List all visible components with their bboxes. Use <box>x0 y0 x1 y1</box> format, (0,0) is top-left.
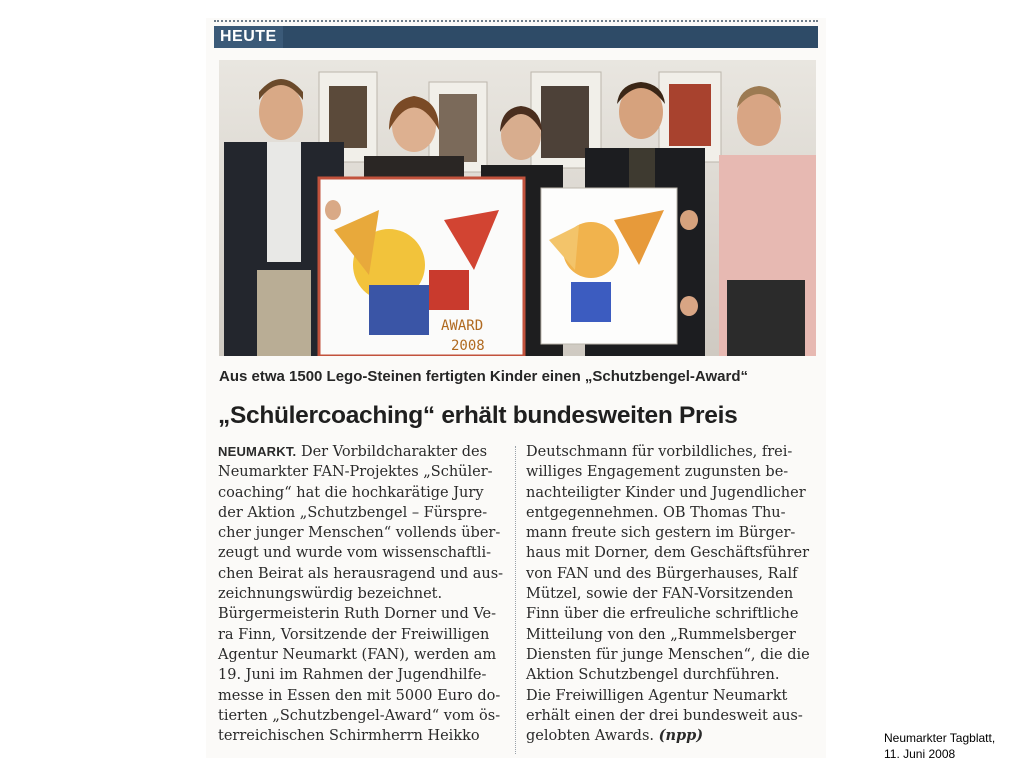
article-line: Deutschmann für vorbildliches, frei- <box>526 444 793 460</box>
top-dotted-rule <box>214 20 818 22</box>
source-publication: Neumarkter Tagblatt, <box>884 731 996 745</box>
article-line <box>526 726 816 746</box>
article-line: Bürgermeisterin Ruth Dorner und Ve- <box>218 606 497 623</box>
article-line: tierten „Schutzbengel-Award“ vom ös- <box>218 707 501 724</box>
article-line: zeichnungswürdig bezeichnet. <box>218 586 443 603</box>
newspaper-clipping <box>206 18 826 758</box>
article-line <box>218 442 508 462</box>
poster-year-text: 2008 <box>451 338 485 354</box>
article-headline: „Schülercoaching“ erhält bundesweiten Preis <box>218 402 738 429</box>
article-line: williges Engagement zugunsten be- <box>526 464 789 481</box>
article-line: cher junger Menschen“ vollends über- <box>218 525 501 542</box>
article-line: Neumarkter FAN-Projektes „Schüler- <box>218 464 493 481</box>
article-line: haus mit Dorner, dem Geschäftsführer <box>526 545 810 562</box>
photo-caption: Aus etwa 1500 Lego-Steinen fertigten Kinder einen „Schutzbengel-Award“ <box>219 368 748 385</box>
article-line: mann freute sich gestern im Bürger- <box>526 525 796 542</box>
poster-award-text: AWARD <box>441 318 484 334</box>
article-line-text: gelobten Awards. <box>526 728 655 745</box>
article-column-left <box>218 442 508 746</box>
article-line: der Aktion „Schutzbengel – Fürspre- <box>218 504 488 521</box>
section-bar <box>214 26 818 48</box>
article-line: Mützel, sowie der FAN-Vorsitzenden <box>526 586 794 603</box>
article-line: nachteiligter Kinder und Jugendlicher <box>526 484 806 501</box>
source-date: 11. Juni 2008 <box>884 747 956 761</box>
article-line: chen Beirat als herausragend und aus- <box>218 565 504 582</box>
article-line: entgegennehmen. OB Thomas Thu- <box>526 504 786 521</box>
author-tag: (npp) <box>658 727 704 745</box>
column-divider <box>515 446 516 754</box>
article-line: Mitteilung von den „Rummelsberger <box>526 626 796 643</box>
dateline: NEUMARKT. <box>218 444 297 459</box>
article-line: Agentur Neumarkt (FAN), werden am <box>218 646 497 663</box>
article-line: Aktion Schutzbengel durchführen. <box>526 667 780 684</box>
photo-illustration <box>219 60 816 356</box>
article-line: coaching“ hat die hochkarätige Jury <box>218 484 484 501</box>
article-line: erhält einen der drei bundesweit aus- <box>526 707 803 724</box>
article-line: zeugt und wurde vom wissenschaftli- <box>218 545 492 562</box>
article-line: Finn über die erfreuliche schriftliche <box>526 606 799 623</box>
article-line-text: Der Vorbildcharakter des <box>300 444 488 460</box>
article-line: Diensten für junge Menschen“, die die <box>526 646 810 663</box>
article-photo <box>219 60 816 356</box>
article-line: terreichischen Schirmherrn Heikko <box>218 728 480 745</box>
article-column-right <box>526 442 816 746</box>
article-line: ra Finn, Vorsitzende der Freiwilligen <box>218 626 490 643</box>
article-line: 19. Juni im Rahmen der Jugendhilfe- <box>218 667 487 684</box>
section-label: HEUTE <box>214 26 283 48</box>
article-line: Die Freiwilligen Agentur Neumarkt <box>526 687 788 704</box>
article-line: von FAN und des Bürgerhauses, Ralf <box>526 565 798 582</box>
article-line: messe in Essen den mit 5000 Euro do- <box>218 687 501 704</box>
source-citation <box>884 730 995 762</box>
